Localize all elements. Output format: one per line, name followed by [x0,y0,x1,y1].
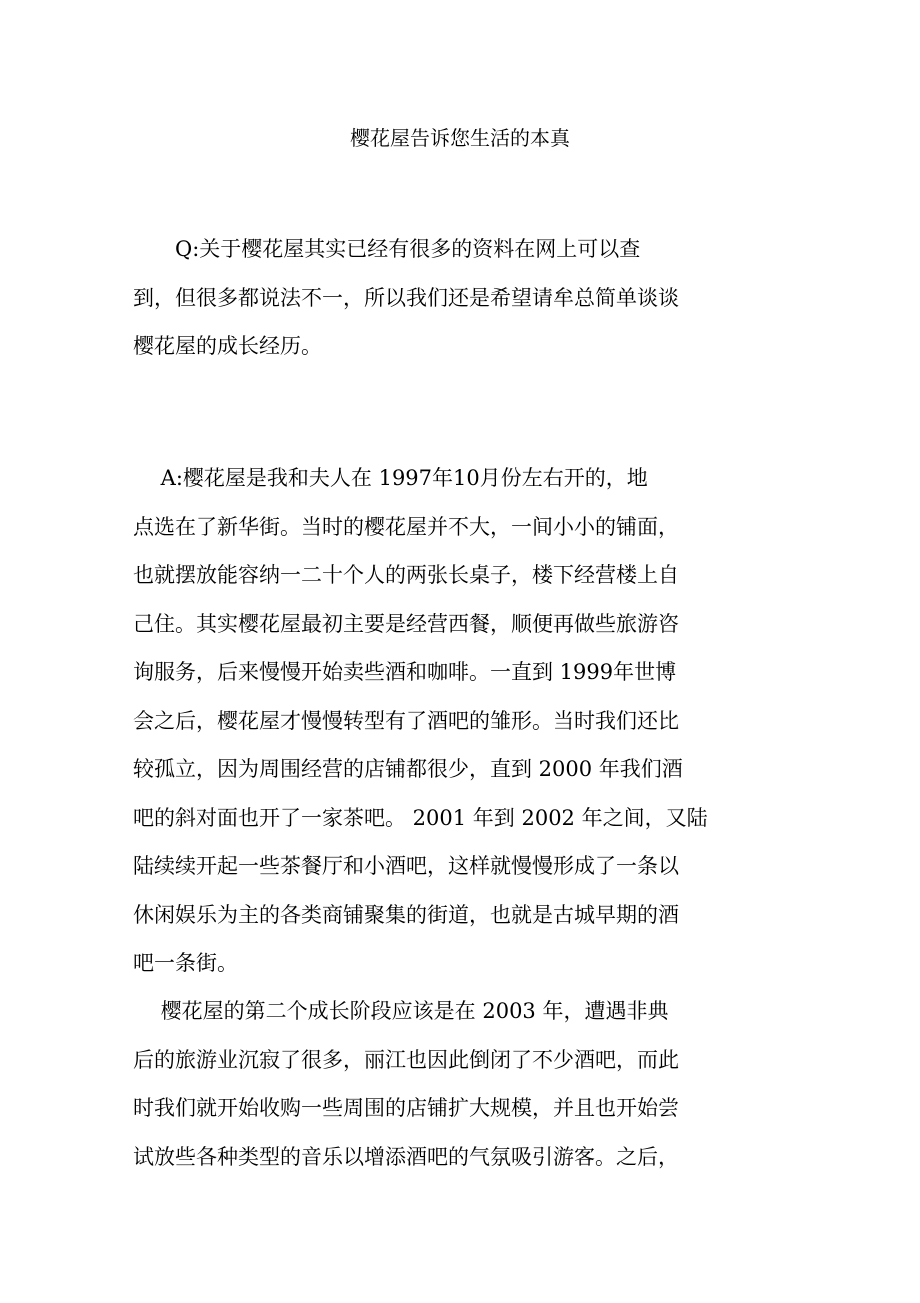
paragraph-answer-1 [133,454,733,988]
text-line: 较孤立，因为周围经营的店铺都很少，直到 2000 年我们酒 [133,757,683,781]
text-line: 也就摆放能容纳一二十个人的两张长桌子，楼下经营楼上自 [133,563,679,587]
text-line: 吧一条街。 [133,951,238,975]
text-line: 询服务，后来慢慢开始卖些酒和咖啡。一直到 1999年世博 [133,660,677,684]
paragraph-question [133,225,733,371]
text-line: 陆续续开起一些茶餐厅和小酒吧，这样就慢慢形成了一条以 [133,854,679,878]
text-line: 时我们就开始收购一些周围的店铺扩大规模，并且也开始尝 [133,1096,679,1120]
text-line: 后的旅游业沉寂了很多，丽江也因此倒闭了不少酒吧，而此 [133,1047,679,1072]
text-line: 试放些各种类型的音乐以增添酒吧的气氛吸引游客。之后， [133,1144,679,1169]
text-line: 樱花屋的第二个成长阶段应该是在 2003 年，遭遇非典 [133,999,669,1023]
text-line: 到，但很多都说法不一，所以我们还是希望请牟总简单谈谈 [133,285,679,310]
text-line: 吧的斜对面也开了一家茶吧。 2001 年到 2002 年之间，又陆 [133,805,708,830]
document-title: 樱花屋告诉您生活的本真 [350,126,570,150]
text-line: 休闲娱乐为主的各类商铺聚集的街道，也就是古城早期的酒 [133,902,679,927]
text-line: 己住。其实樱花屋最初主要是经营西餐，顺便再做些旅游咨 [133,611,679,636]
text-line: A:樱花屋是我和夫人在 1997年10月份左右开的，地 [133,466,648,490]
text-line: 樱花屋的成长经历。 [133,334,322,358]
text-line: Q:关于樱花屋其实已经有很多的资料在网上可以查 [133,237,641,261]
text-line: 会之后，樱花屋才慢慢转型有了酒吧的雏形。当时我们还比 [133,708,679,733]
text-line: 点选在了新华街。当时的樱花屋并不大，一间小小的铺面， [133,514,679,539]
paragraph-answer-2 [133,987,733,1181]
